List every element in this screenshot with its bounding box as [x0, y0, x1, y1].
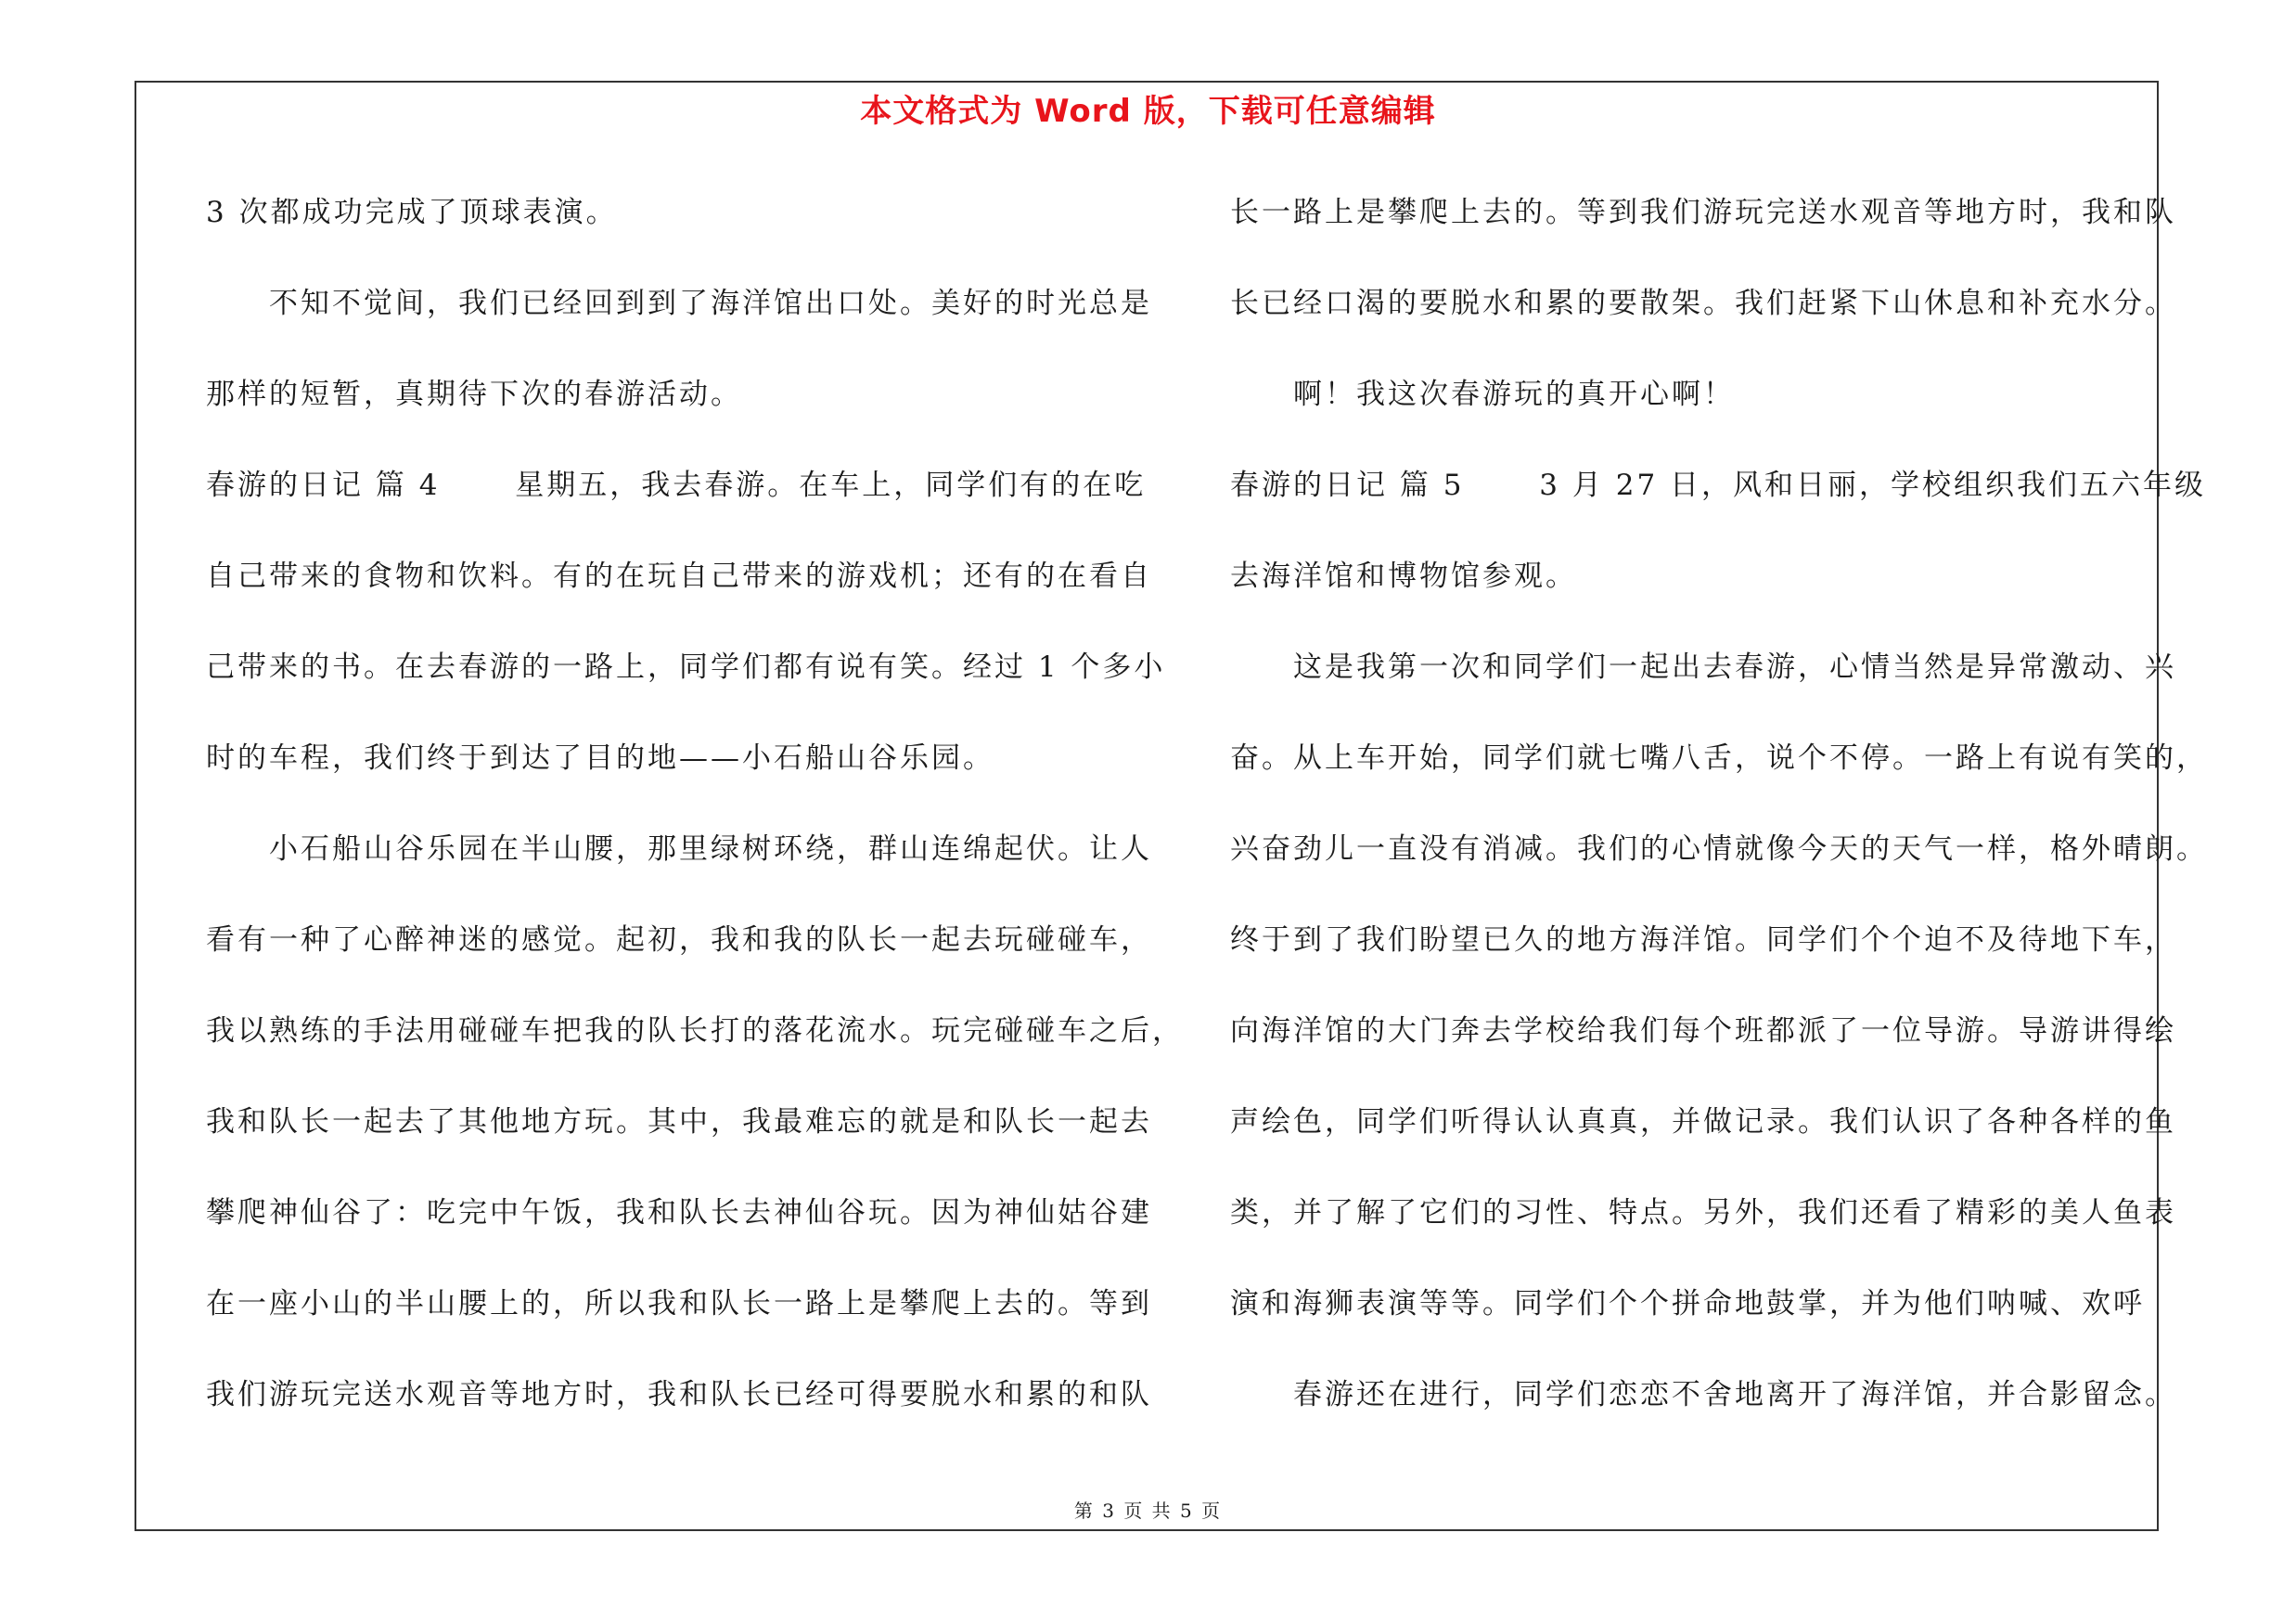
text-line: 小石船山谷乐园在半山腰，那里绿树环绕，群山连绵起伏。让人 — [206, 832, 1152, 866]
left-text-column — [206, 186, 1184, 1459]
text-line: 声绘色，同学们听得认认真真，并做记录。我们认识了各种各样的鱼 — [1230, 1105, 2176, 1139]
text-line: 3 次都成功完成了顶球表演。 — [206, 196, 618, 229]
text-line: 己带来的书。在去春游的一路上，同学们都有说有笑。经过 1 个多小 — [206, 650, 1166, 684]
text-line: 看有一种了心醉神迷的感觉。起初，我和我的队长一起去玩碰碰车， — [206, 923, 1152, 957]
text-line: 我以熟练的手法用碰碰车把我的队长打的落花流水。玩完碰碰车之后， — [206, 1014, 1184, 1048]
text-line: 向海洋馆的大门奔去学校给我们每个班都派了一位导游。导游讲得绘 — [1230, 1014, 2176, 1048]
text-line: 终于到了我们盼望已久的地方海洋馆。同学们个个迫不及待地下车， — [1230, 923, 2176, 957]
section-heading-line: 春游的日记 篇 5 3 月 27 日，风和日丽，学校组织我们五六年级 — [1230, 469, 2207, 502]
text-line: 奋。从上车开始，同学们就七嘴八舌，说个不停。一路上有说有笑的， — [1230, 741, 2208, 775]
text-line: 时的车程，我们终于到达了目的地——小石船山谷乐园。 — [206, 741, 994, 775]
format-notice-banner: 本文格式为 Word 版，下载可任意编辑 — [860, 93, 1436, 130]
text-line: 不知不觉间，我们已经回到到了海洋馆出口处。美好的时光总是 — [206, 287, 1152, 320]
right-text-column — [1230, 186, 2208, 1459]
text-line: 攀爬神仙谷了：吃完中午饭，我和队长去神仙谷玩。因为神仙姑谷建 — [206, 1196, 1152, 1230]
text-line: 在一座小山的半山腰上的，所以我和队长一路上是攀爬上去的。等到 — [206, 1287, 1152, 1320]
page-number-footer: 第 3 页 共 5 页 — [1073, 1500, 1223, 1522]
text-line: 这是我第一次和同学们一起出去春游，心情当然是异常激动、兴 — [1230, 650, 2176, 684]
text-line: 长一路上是攀爬上去的。等到我们游玩完送水观音等地方时，我和队 — [1230, 196, 2176, 229]
text-line: 啊！我这次春游玩的真开心啊！ — [1230, 378, 1735, 411]
text-line: 类，并了解了它们的习性、特点。另外，我们还看了精彩的美人鱼表 — [1230, 1196, 2176, 1230]
text-line: 我和队长一起去了其他地方玩。其中，我最难忘的就是和队长一起去 — [206, 1105, 1152, 1139]
text-line: 长已经口渴的要脱水和累的要散架。我们赶紧下山休息和补充水分。 — [1230, 287, 2176, 320]
text-line: 那样的短暂，真期待下次的春游活动。 — [206, 378, 742, 411]
section-heading-line: 春游的日记 篇 4 星期五，我去春游。在车上，同学们有的在吃 — [206, 469, 1147, 502]
text-line: 春游还在进行，同学们恋恋不舍地离开了海洋馆，并合影留念。 — [1230, 1378, 2176, 1411]
text-line: 演和海狮表演等等。同学们个个拼命地鼓掌，并为他们呐喊、欢呼 — [1230, 1287, 2145, 1320]
text-line: 兴奋劲儿一直没有消减。我们的心情就像今天的天气一样，格外晴朗。 — [1230, 832, 2208, 866]
text-line: 我们游玩完送水观音等地方时，我和队长已经可得要脱水和累的和队 — [206, 1378, 1152, 1411]
text-line: 去海洋馆和博物馆参观。 — [1230, 560, 1577, 593]
text-line: 自己带来的食物和饮料。有的在玩自己带来的游戏机；还有的在看自 — [206, 560, 1152, 593]
